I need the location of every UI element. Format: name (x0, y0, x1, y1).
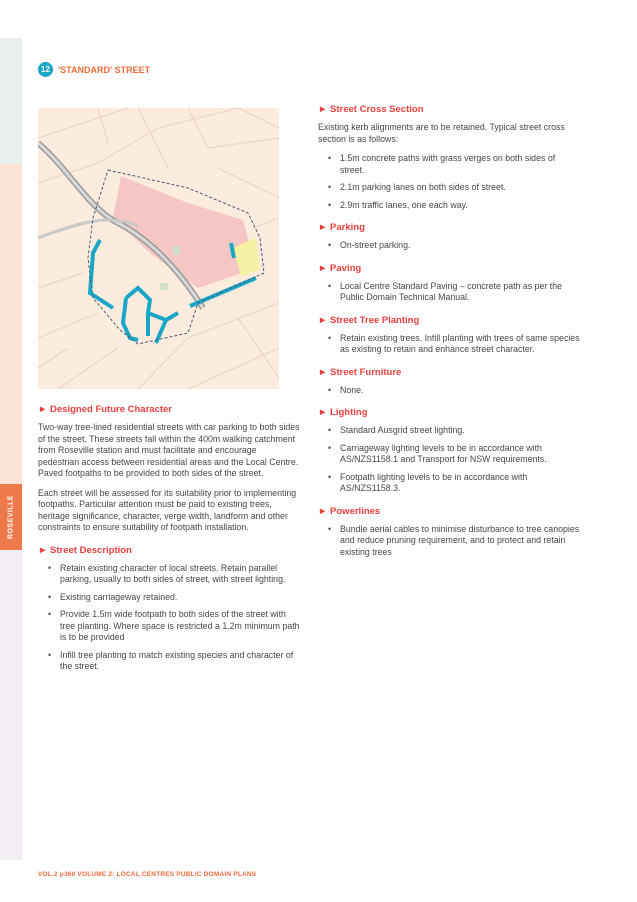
section-heading: ► Paving (318, 262, 362, 274)
list-item: • Retain existing trees. Infill planting with trees of same species as existing to retain and enhance street character. (328, 333, 580, 356)
location-map (38, 108, 279, 389)
bullet-list (318, 281, 580, 304)
list-item: • Retain existing character of local streets. Retain parallel parking, usually to both sides of street, with street lighting. (48, 563, 300, 586)
lighting-section (318, 407, 580, 495)
section-number-badge: 12 (38, 62, 53, 77)
sidebar-tab-label: ROSEVILLE (7, 494, 15, 540)
list-item: • Infill tree planting to match existing species and character of the street. (48, 650, 300, 673)
list-item: • None. (328, 385, 580, 397)
section-heading: ► Street Cross Section (318, 104, 424, 115)
list-item: • 1.5m concrete paths with grass verges on both sides of street. (328, 153, 580, 176)
bullet-list (38, 563, 300, 673)
left-column (38, 404, 300, 684)
sidebar-band-bottom (0, 550, 22, 860)
sidebar-band-middle (0, 164, 22, 484)
list-item: • Provide 1.5m wide footpath to both sides of the street with tree planting. Where space is restricted a 1.2m minimum path is to be provided (48, 609, 300, 644)
list-item: • Carriageway lighting levels to be in accordance with AS/NZS1158.1 and Transport for NSW requirements. (328, 443, 580, 466)
paragraph: Two-way tree-lined residential streets with car parking to both sides of the street. These streets fall within the 400m walking catchment from Roseville station and must facilitate and encourage pedestrian access between residential areas and the Local Centre. Paved footpaths to be provided to both sides of the street. (38, 422, 300, 478)
bullet-list (318, 524, 580, 559)
powerlines-section (318, 506, 580, 559)
sidebar-section-tab[interactable] (0, 484, 22, 550)
list-item: • Standard Ausgrid street lighting. (328, 425, 580, 437)
street-tree-planting-section (318, 315, 580, 356)
bullet-list (318, 240, 580, 252)
paragraph: Existing kerb alignments are to be retained. Typical street cross section is as follows: (318, 122, 565, 144)
right-column (318, 104, 580, 569)
list-item: • Footpath lighting levels to be in accordance with AS/NZS1158.3. (328, 472, 580, 495)
paving-section (318, 263, 580, 304)
sidebar-band-top (0, 38, 22, 164)
parking-section (318, 222, 580, 252)
section-title: 'STANDARD' STREET (58, 64, 151, 75)
bullet-list (318, 153, 580, 211)
list-item: • 2.1m parking lanes on both sides of street. (328, 182, 580, 194)
street-cross-section-section (318, 104, 580, 211)
section-heading: ► Lighting (318, 407, 368, 418)
section-heading: ► Street Tree Planting (318, 314, 420, 326)
list-item: • 2.9m traffic lanes, one each way. (328, 200, 580, 212)
paragraph: Each street will be assessed for its suitability prior to implementing footpaths. Particular attention must be paid to existing trees, heritage significance, character, verge width, landform and other constraints to ensure suitability of footpath installation. (38, 487, 297, 532)
list-item: • Existing carriageway retained. (48, 592, 300, 604)
section-heading: ► Parking (318, 222, 365, 233)
section-header (38, 62, 150, 77)
bullet-list (318, 385, 580, 397)
list-item: • Local Centre Standard Paving – concrete path as per the Public Domain Technical Manual. (328, 281, 580, 304)
bullet-list (318, 333, 580, 356)
list-item: • On-street parking. (328, 240, 580, 252)
section-heading: ► Designed Future Character (38, 404, 172, 415)
section-heading: ► Street Furniture (318, 366, 402, 378)
section-heading: ► Street Description (38, 544, 132, 556)
designed-future-character-section (38, 404, 300, 534)
page-footer: VOL.2 p360 VOLUME 2: LOCAL CENTRES PUBLIC DOMAIN PLANS (38, 871, 257, 878)
bullet-list (318, 425, 580, 495)
list-item: • Bundle aerial cables to minimise disturbance to tree canopies and reduce pruning requirement, and to protect and retain existing trees (328, 524, 580, 559)
street-furniture-section (318, 367, 580, 397)
section-heading: ► Powerlines (318, 505, 381, 517)
street-description-section (38, 545, 300, 673)
